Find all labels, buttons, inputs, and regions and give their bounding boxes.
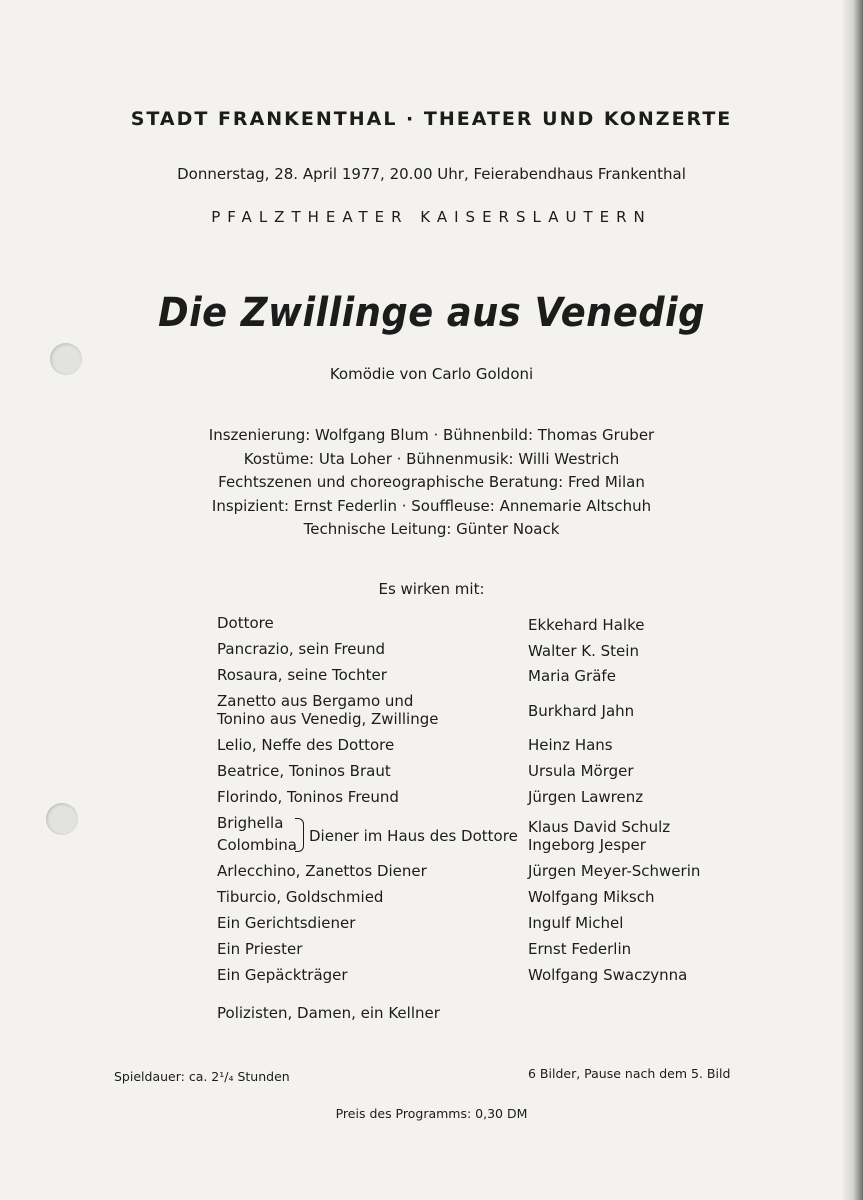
performance-date: Donnerstag, 28. April 1977, 20.00 Uhr, Feierabendhaus Frankenthal	[177, 165, 686, 183]
actor-name: Ernst Federlin	[528, 940, 632, 958]
actor-name: Wolfgang Miksch	[528, 888, 655, 906]
role-name: Florindo, Toninos Freund	[217, 788, 399, 806]
credit-line: Kostüme: Uta Loher · Bühnenmusik: Willi Westrich	[243, 449, 620, 468]
role-name: Colombina	[217, 836, 297, 854]
brace-bracket	[295, 818, 304, 852]
role-name: Lelio, Neffe des Dottore	[217, 736, 395, 754]
role-name: Brighella	[217, 814, 284, 832]
role-name: Rosaura, seine Tochter	[217, 666, 387, 684]
role-name: Arlecchino, Zanettos Diener	[217, 862, 427, 880]
actor-name: Ekkehard Halke	[528, 616, 645, 634]
role-name: Beatrice, Toninos Braut	[217, 762, 391, 780]
role-name: Ein Priester	[217, 940, 303, 958]
play-title: Die Zwillinge aus Venedig	[158, 290, 705, 336]
role-name: Pancrazio, sein Freund	[217, 640, 386, 658]
actor-name: Maria Gräfe	[528, 667, 616, 685]
actor-name: Jürgen Meyer-Schwerin	[528, 862, 701, 880]
actor-name: Wolfgang Swaczynna	[528, 966, 688, 984]
role-name: Dottore	[217, 614, 274, 632]
actor-name: Burkhard Jahn	[528, 702, 635, 720]
header-title: STADT FRANKENTHAL · THEATER UND KONZERTE	[130, 108, 733, 130]
play-subtitle: Komödie von Carlo Goldoni	[329, 365, 534, 383]
cast-intro: Es wirken mit:	[378, 580, 485, 598]
actor-name: Ursula Mörger	[528, 762, 634, 780]
credit-line: Inspizient: Ernst Federlin · Souffleuse: Annemarie Altschuh	[211, 496, 652, 515]
credit-line: Technische Leitung: Günter Noack	[303, 520, 560, 538]
scene-info: 6 Bilder, Pause nach dem 5. Bild	[528, 1066, 731, 1081]
role-name: Ein Gerichtsdiener	[217, 914, 356, 932]
shared-role-description: Diener im Haus des Dottore	[309, 827, 518, 845]
actor-name: Heinz Hans	[528, 736, 613, 754]
role-name: Tiburcio, Goldschmied	[217, 888, 384, 906]
credit-line: Fechtszenen und choreographische Beratung: Fred Milan	[218, 473, 645, 491]
actor-name: Jürgen Lawrenz	[528, 788, 644, 806]
program-price: Preis des Programms: 0,30 DM	[335, 1106, 528, 1121]
actor-name: Ingeborg Jesper	[528, 836, 646, 854]
credit-line: Inszenierung: Wolfgang Blum · Bühnenbild: Thomas Gruber	[208, 426, 655, 444]
extras-text: Polizisten, Damen, ein Kellner	[217, 1004, 440, 1022]
actor-name: Klaus David Schulz	[528, 818, 671, 836]
cast-row-shared	[217, 814, 777, 854]
running-time: Spieldauer: ca. 2¹/₄ Stunden	[114, 1069, 290, 1084]
production-credits	[0, 424, 863, 542]
role-name: Ein Gepäckträger	[217, 966, 348, 984]
punch-hole-bottom	[46, 803, 78, 835]
theater-company: PFALZTHEATER KAISERSLAUTERN	[211, 208, 652, 226]
role-name: Zanetto aus Bergamo und	[217, 692, 414, 710]
role-name: Tonino aus Venedig, Zwillinge	[217, 710, 439, 728]
actor-name: Ingulf Michel	[528, 914, 624, 932]
actor-name: Walter K. Stein	[528, 642, 639, 660]
